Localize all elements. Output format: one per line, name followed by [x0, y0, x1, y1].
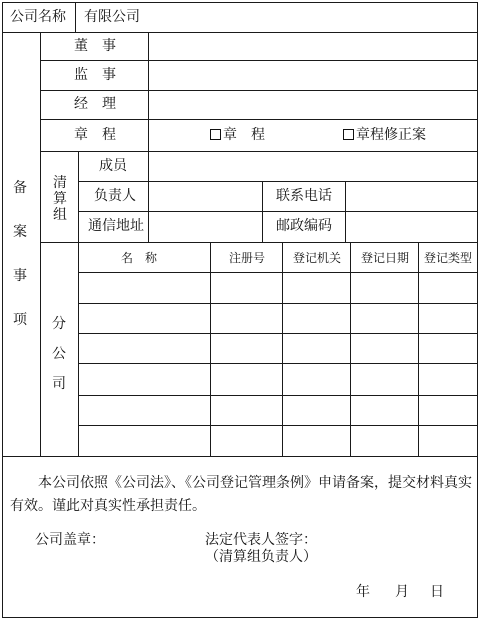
articles-option-label: 章 程	[223, 127, 265, 143]
person-in-charge-label: 负责人	[94, 188, 136, 204]
legal-rep-signature-label: 法定代表人签字：	[205, 532, 317, 548]
legal-rep-note: （清算组负责人）	[205, 549, 317, 565]
row-divider	[78, 181, 478, 182]
articles-amendment-checkbox[interactable]	[343, 129, 354, 140]
branch-header-registration-type: 登记类型	[424, 251, 473, 265]
supervisors-label: 监 事	[74, 67, 116, 83]
members-label: 成员	[99, 158, 127, 174]
filing-section-divider	[40, 32, 41, 456]
page-bottom-border	[2, 617, 478, 618]
articles-checkbox[interactable]	[210, 129, 221, 140]
company-name-label: 公司名称	[10, 9, 66, 25]
row-divider	[40, 90, 478, 91]
postal-code-label: 邮政编码	[276, 218, 332, 234]
branch-header-registration-number: 注册号	[229, 251, 266, 265]
table-top-border	[2, 2, 478, 3]
phone-right-divider	[345, 181, 346, 242]
articles-option	[210, 127, 265, 143]
members-divider	[148, 151, 149, 242]
branch-header-name: 名 称	[121, 251, 158, 265]
row-divider	[40, 242, 478, 243]
branch-col-divider	[418, 242, 419, 456]
liquidation-group-label: 清算组	[53, 175, 67, 223]
branch-col-divider	[210, 242, 211, 456]
articles-amendment-label: 章程修正案	[356, 127, 426, 143]
company-seal-label: 公司盖章：	[35, 532, 105, 548]
table-body-bottom-divider	[2, 456, 478, 457]
manager-label: 经 理	[74, 96, 116, 112]
row-divider	[40, 60, 478, 61]
date-year: 年	[356, 584, 370, 600]
branch-col-divider	[282, 242, 283, 456]
company-name-value: 有限公司	[84, 9, 140, 25]
filing-section-label: 备案事项	[13, 180, 27, 328]
page-right-border	[477, 2, 478, 618]
row-divider	[78, 211, 478, 212]
row-divider	[40, 151, 478, 152]
liquidation-group-divider	[78, 151, 79, 456]
date-month: 月	[395, 584, 409, 600]
articles-amendment-option	[343, 127, 426, 143]
articles-label: 章 程	[74, 127, 116, 143]
branch-header-registration-authority: 登记机关	[293, 251, 342, 265]
upper-label-divider	[148, 32, 149, 151]
phone-left-divider	[262, 181, 263, 242]
page-left-border	[2, 2, 3, 618]
row-divider	[40, 119, 478, 120]
branch-col-divider	[350, 242, 351, 456]
address-label: 通信地址	[88, 218, 144, 234]
company-name-divider	[75, 2, 76, 32]
row-divider	[2, 32, 478, 33]
date-day: 日	[430, 584, 444, 600]
branch-header-registration-date: 登记日期	[361, 251, 410, 265]
declaration-text: 本公司依照《公司法》、《公司登记管理条例》申请备案，提交材料真实有效。谨此对真实性承担责任。	[10, 475, 472, 514]
directors-label: 董 事	[74, 38, 116, 54]
phone-label: 联系电话	[276, 188, 332, 204]
branch-label: 分公司	[52, 316, 66, 392]
